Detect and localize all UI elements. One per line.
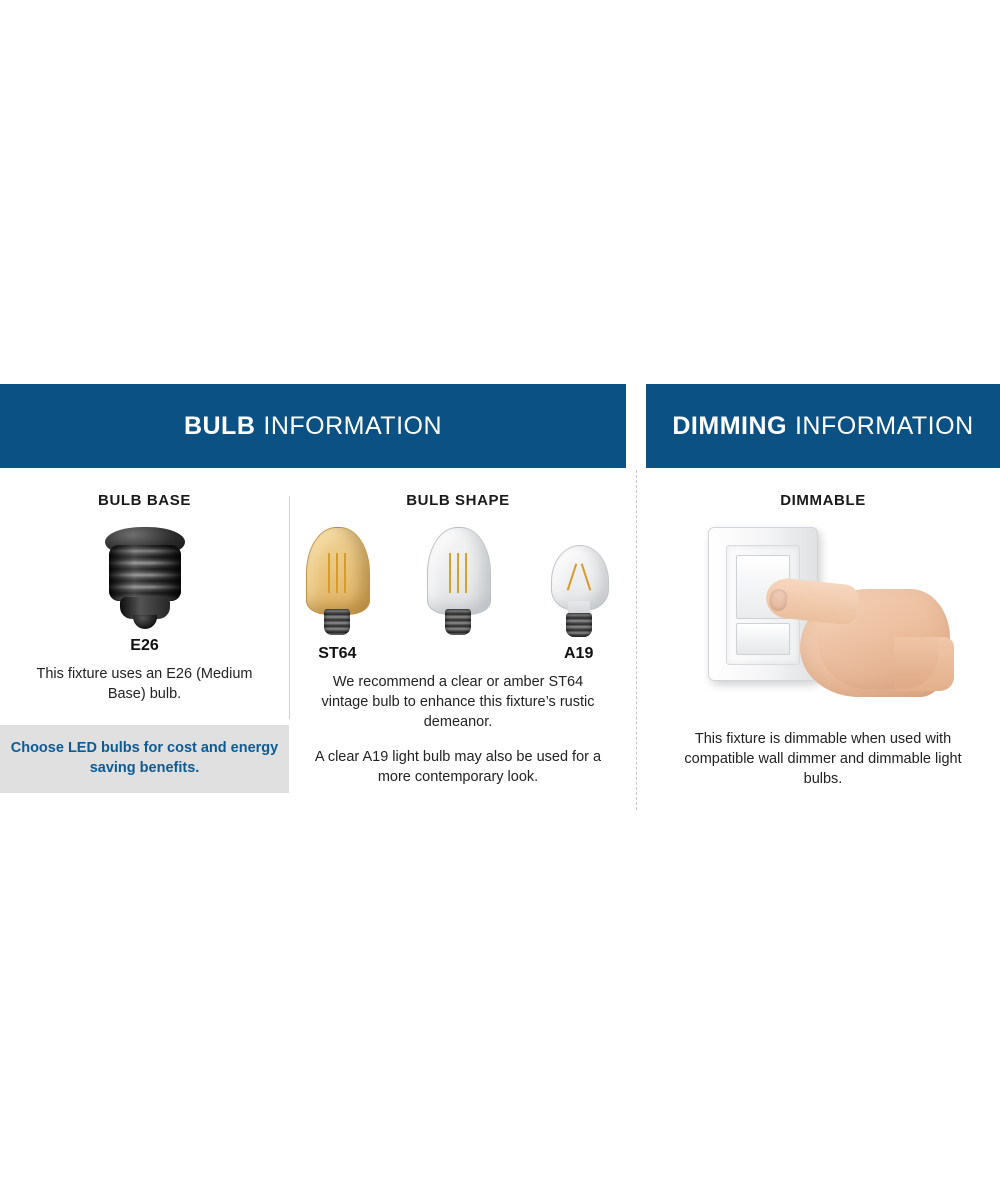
bulb-shape-label-a19: A19 [564,645,594,662]
dimming-header-light: INFORMATION [794,411,974,440]
dimming-information-panel [646,384,1000,793]
bulb-shape-labels [290,639,626,672]
bulb-shape-title: BULB SHAPE [406,492,510,509]
clear-st64-bulb-icon [427,527,489,639]
bulb-information-panel [0,384,626,793]
led-tip-callout: Choose LED bulbs for cost and energy saving benefits. [0,725,289,793]
panels-row [0,384,1000,793]
bulb-shape-column [290,492,626,793]
bulb-base-description: This fixture uses an E26 (Medium Base) bulb. [36,666,253,702]
amber-st64-bulb-icon [306,527,368,639]
hand-icon [766,559,952,709]
dimming-information-body [646,468,1000,789]
bulb-shape-paragraph-1: We recommend a clear or amber ST64 vintage bulb to enhance this fixture’s rustic demeanor. [321,674,595,730]
bulb-information-header [0,384,626,468]
dimming-information-header [646,384,1000,468]
dimming-header-bold: DIMMING [672,411,787,440]
bulb-shape-paragraph-2: A clear A19 light bulb may also be used for a more contemporary look. [314,749,602,785]
bulb-socket-icon [0,519,289,631]
dimmable-title: DIMMABLE [780,492,866,509]
clear-a19-bulb-icon [551,539,607,639]
bulb-base-label: E26 [130,637,159,654]
bulb-shape-icons [290,519,626,639]
bulb-and-dimming-infographic [0,384,1000,793]
panel-separator [636,470,638,810]
bulb-shape-label-st64: ST64 [318,645,357,662]
bulb-header-bold: BULB [183,411,256,440]
bulb-base-title: BULB BASE [98,492,191,509]
bulb-shape-item [290,527,385,639]
bulb-header-light: INFORMATION [263,411,443,440]
bulb-shape-item [411,527,506,639]
bulb-shape-item [531,539,626,639]
wall-dimmer-switch-icon [646,519,1000,719]
dimmable-description: This fixture is dimmable when used with compatible wall dimmer and dimmable light bulbs. [684,731,962,787]
bulb-information-body [0,468,626,793]
bulb-base-column [0,492,289,793]
